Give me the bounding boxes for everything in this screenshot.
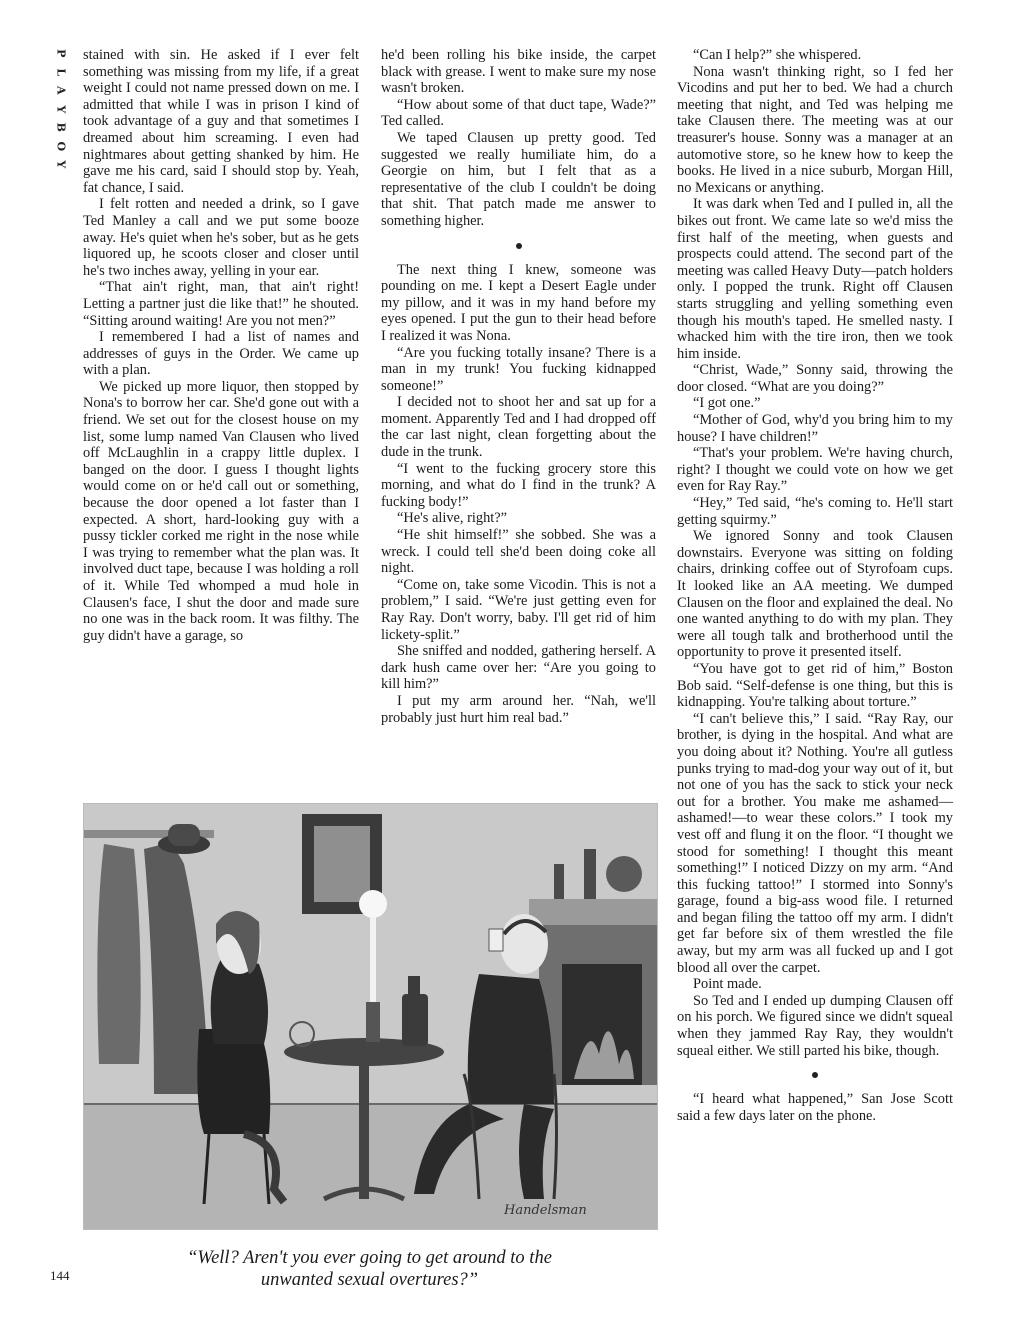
paragraph: The next thing I knew, someone was pounding on me. I kept a Desert Eagle under my pillow, and it was in my hand before my eyes opened. I put the gun to their head before I realized it was Nona. bbox=[381, 261, 656, 344]
cartoon-drawing bbox=[84, 804, 657, 1229]
paragraph: Nona wasn't thinking right, so I fed her Vicodins and put her to bed. We had a church meeting that night, and Ted was helping me take Clausen there. The meeting was at our treasurer's house. Sonny was a manager at an automotive store, so he knew how to keep the books. He lived in a nice suburb, Morgan Hill, no Mexicans or anything. bbox=[677, 63, 953, 196]
text-column-1 bbox=[83, 47, 359, 644]
paragraph: “That ain't right, man, that ain't right! Letting a partner just die like that!” he shouted. “Sitting around waiting! Are you not men?” bbox=[83, 279, 359, 329]
paragraph: “I went to the fucking grocery store this morning, and what do I find in the trunk? A fucking body!” bbox=[381, 460, 656, 510]
artist-signature: Handelsman bbox=[504, 1203, 587, 1218]
paragraph: “I can't believe this,” I said. “Ray Ray, our brother, is dying in the hospital. And what are you doing about it? Nothing. You're all gutless punks trying to mad-dog your way out of it, but not one of you has the sack to stick your neck out for a brother. You make me ashamed—ashamed!—to wear these colors.” I took my vest off and flung it on the floor. “I thought we stood for something! I thought this meant something!” I noticed Dizzy on my arm. “And this fucking tattoo!” I stormed into Sonny's garage, found a big-ass wood file. I returned and began filing the tattoo off my arm. I didn't get far before six of them wrestled the file away, but my arm was all fucked up and I got blood all over the carpet. bbox=[677, 710, 953, 976]
paragraph: “How about some of that duct tape, Wade?” Ted called. bbox=[381, 96, 656, 130]
paragraph: “That's your problem. We're having church, right? I thought we could vote on how we get even for Ray Ray.” bbox=[677, 445, 953, 495]
mark-letter: Y bbox=[54, 160, 68, 169]
cartoon-caption bbox=[83, 1247, 656, 1291]
mark-letter: O bbox=[54, 140, 68, 151]
caption-line: unwanted sexual overtures?” bbox=[260, 1270, 479, 1290]
page-number: 144 bbox=[50, 1268, 70, 1283]
magazine-name-vertical bbox=[50, 44, 70, 174]
paragraph: I put my arm around her. “Nah, we'll probably just hurt him real bad.” bbox=[381, 692, 656, 726]
paragraph: We taped Clausen up pretty good. Ted suggested we really humiliate him, do a Georgie on him, but I felt that as a representative of the club I couldn't be doing that shit. That patch made me answer to something higher. bbox=[381, 129, 656, 229]
paragraph: I decided not to shoot her and sat up for a moment. Apparently Ted and I had dropped off the car last night, clean forgetting about the dude in the trunk. bbox=[381, 394, 656, 461]
paragraph: “I got one.” bbox=[693, 395, 761, 412]
paragraph: She sniffed and nodded, gathering herself. A dark hush came over her: “Are you going to kill him?” bbox=[381, 643, 656, 693]
paragraph: “He shit himself!” she sobbed. She was a wreck. I could tell she'd been doing coke all night. bbox=[381, 527, 656, 577]
caption-line: “Well? Aren't you ever going to get around to the bbox=[187, 1248, 552, 1268]
paragraph: “Christ, Wade,” Sonny said, throwing the door closed. “What are you doing?” bbox=[677, 362, 953, 395]
paragraph: “Can I help?” she whispered. bbox=[693, 47, 862, 63]
mark-letter: Y bbox=[54, 104, 68, 113]
paragraph: “Are you fucking totally insane? There is a man in my trunk! You fucking kidnapped someone!” bbox=[381, 344, 656, 394]
text-column-2 bbox=[381, 47, 656, 726]
text-column-3 bbox=[677, 47, 953, 1124]
paragraph: We picked up more liquor, then stopped by Nona's to borrow her car. She'd gone out with a friend. We set out for the closest house on my list, some lump named Van Clausen who lived off McLaughlin in a crappy little duplex. I banged on the door. I guess I thought lights would come on or he'd call out or something, because the door opened a lot faster than I expected. A short, hard-looking guy with a pussy tickler corked me right in the nose while I was trying to remember what the plan was. It involved duct tape, because I was holding a roll of it. While Ted whomped a mud hole in Clausen's face, I shut the door and made sure no one was in the back room. It was filthy. The guy didn't have a garage, so bbox=[83, 378, 359, 644]
paragraph: “You have got to get rid of him,” Boston Bob said. “Self-defense is one thing, but this is kidnapping. You're talking about torture.” bbox=[677, 660, 953, 711]
paragraph: “Come on, take some Vicodin. This is not a problem,” I said. “We're just getting even for Ray Ray. Don't worry, baby. I'll get rid of him lickety-split.” bbox=[381, 576, 656, 643]
paragraph: he'd been rolling his bike inside, the carpet black with grease. I went to make sure my nose wasn't broken. bbox=[381, 47, 656, 97]
paragraph: We ignored Sonny and took Clausen downstairs. Everyone was sitting on folding chairs, drinking coffee out of Styrofoam cups. It looked like an AA meeting. We dumped Clausen on the floor and explained the deal. No one wanted anything to do with my plan. They were all tough talk and brotherhood until the opportunity to prove it presented itself. bbox=[677, 528, 953, 661]
paragraph: “Hey,” Ted said, “he's coming to. He'll start getting squirmy.” bbox=[677, 495, 953, 528]
cartoon-illustration bbox=[83, 803, 658, 1230]
paragraph: I remembered I had a list of names and addresses of guys in the Order. We came up with a plan. bbox=[83, 329, 359, 379]
paragraph: I felt rotten and needed a drink, so I gave Ted Manley a call and we put some booze away. He's quiet when he's sober, but as he gets liquored up, he scoots closer and closer until he's two inches away, yelling in your ear. bbox=[83, 196, 359, 279]
paragraph: “Mother of God, why'd you bring him to my house? I have children!” bbox=[677, 412, 953, 445]
paragraph: “I heard what happened,” San Jose Scott said a few days later on the phone. bbox=[677, 1091, 953, 1124]
mark-letter: P bbox=[54, 49, 68, 58]
paragraph: So Ted and I ended up dumping Clausen off on his porch. We figured since we didn't squeal when they jammed Ray Ray, they wouldn't squeal either. We still parted his bike, though. bbox=[677, 992, 953, 1059]
mark-letter: B bbox=[54, 122, 68, 132]
paragraph: It was dark when Ted and I pulled in, all the bikes out front. We came late so we'd miss the first half of the meeting, when guests and prospects could attend. The second part of the meeting was called Heavy Duty—patch holders only. I popped the trunk. Right off Clausen starts struggling and yelling something even though his mouth's taped. He smelled nasty. I whacked him with the tire iron, then we took him inside. bbox=[677, 196, 953, 362]
section-break-bullet bbox=[381, 230, 656, 262]
section-break-bullet bbox=[677, 1059, 953, 1091]
paragraph: stained with sin. He asked if I ever felt something was missing from my life, if a great weight I could not name pressed down on me. I admitted that while I was in prison I kind of took advantage of a guy and that sometimes I dreamed about him screaming. I even had nightmares about getting shanked by him. He gave me his card, said I should stop by. Yeah, fat chance, I said. bbox=[83, 47, 359, 196]
paragraph: Point made. bbox=[693, 976, 762, 993]
paragraph: “He's alive, right?” bbox=[397, 510, 508, 527]
mark-letter: L bbox=[54, 67, 68, 76]
mark-letter: A bbox=[54, 85, 68, 95]
